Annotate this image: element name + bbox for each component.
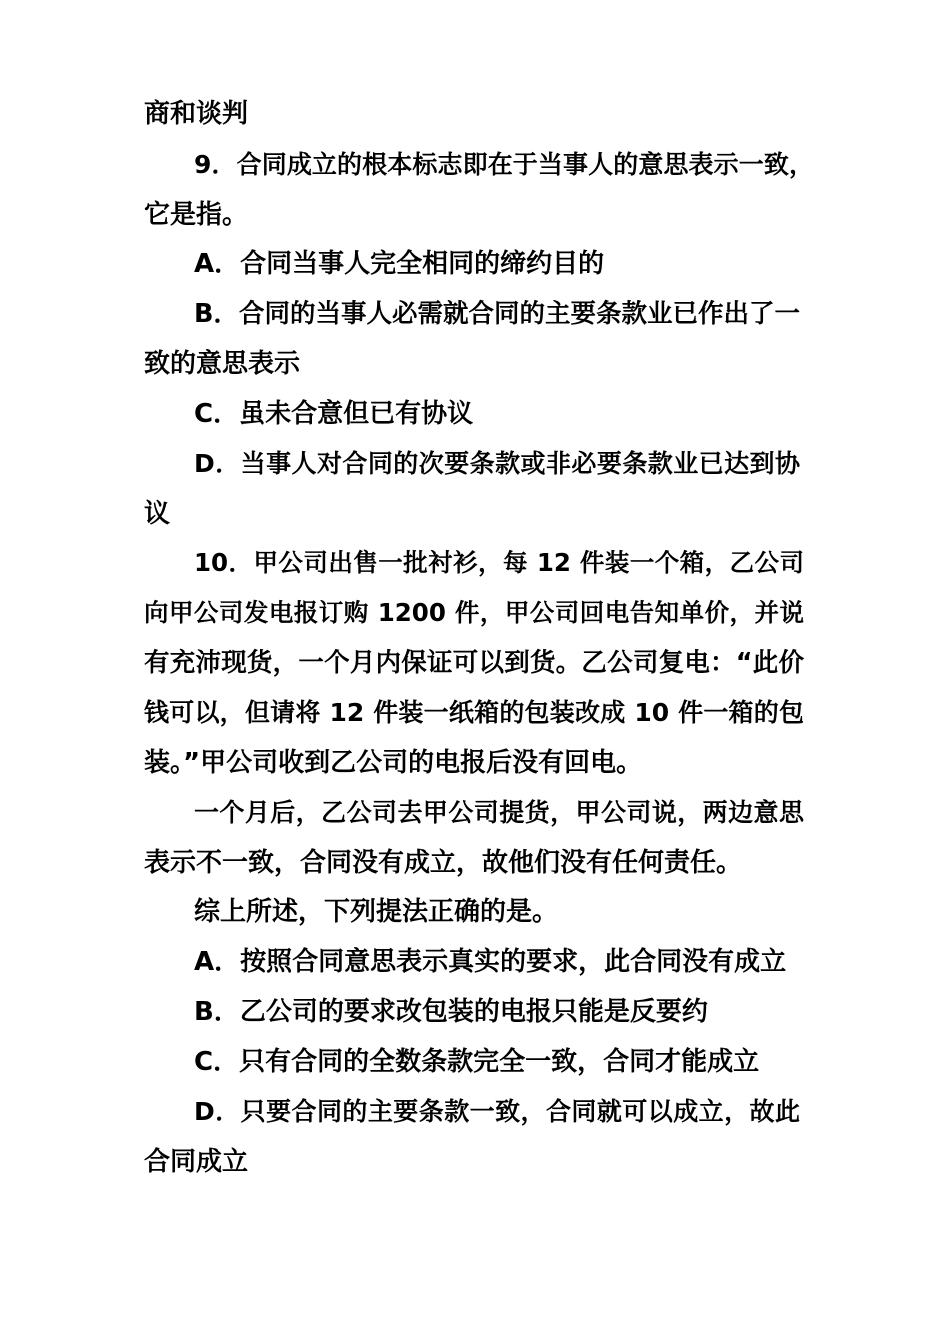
question-9-option-d-line-1: D．当事人对合同的次要条款或非必要条款业已达到协 [194,449,800,478]
question-10-stem-line-5: 装。”甲公司收到乙公司的电报后没有回电。 [144,748,643,778]
question-10-option-d-line-1: D．只要合同的主要条款一致，合同就可以成立，故此 [194,1097,800,1126]
question-9-stem-line-2: 它是指。 [144,200,249,230]
question-9-option-b-line-1: B．合同的当事人必需就合同的主要条款业已作出了一 [194,299,800,329]
question-9-option-d-line-2: 议 [144,499,171,529]
question-10-stem-line-2: 向甲公司发电报订购 1200 件，甲公司回电告知单价，并说 [144,598,804,627]
question-10-stem-line-1: 10．甲公司出售一批衬衫，每 12 件装一个箱，乙公司 [194,548,804,577]
question-10-prompt: 综上所述，下列提法正确的是。 [194,897,559,927]
question-10-option-d-line-2: 合同成立 [144,1147,249,1177]
question-9-option-a: A．合同当事人完全相同的缔约目的 [194,249,605,279]
question-9-stem-line-1: 9．合同成立的根本标志即在于当事人的意思表示一致， [194,150,814,179]
question-9-option-c: C．虽未合意但已有协议 [194,399,474,429]
text-line: 商和谈判 [144,99,249,129]
question-10-stem-line-3: 有充沛现货，一个月内保证可以到货。乙公司复电：“此价 [144,648,804,678]
question-10-option-a: A．按照合同意思表示真实的要求，此合同没有成立 [194,947,787,977]
question-9-option-b-line-2: 致的意思表示 [144,349,301,379]
question-10-stem-line-4: 钱可以，但请将 12 件装一纸箱的包装改成 10 件一箱的包 [144,698,804,727]
question-10-option-c: C．只有合同的全数条款完全一致，合同才能成立 [194,1047,760,1077]
question-10-stem-line-6: 一个月后，乙公司去甲公司提货，甲公司说，两边意思 [194,798,804,827]
question-10-stem-line-7: 表示不一致，合同没有成立，故他们没有任何责任。 [144,848,743,878]
question-10-option-b: B．乙公司的要求改包装的电报只能是反要约 [194,997,708,1027]
